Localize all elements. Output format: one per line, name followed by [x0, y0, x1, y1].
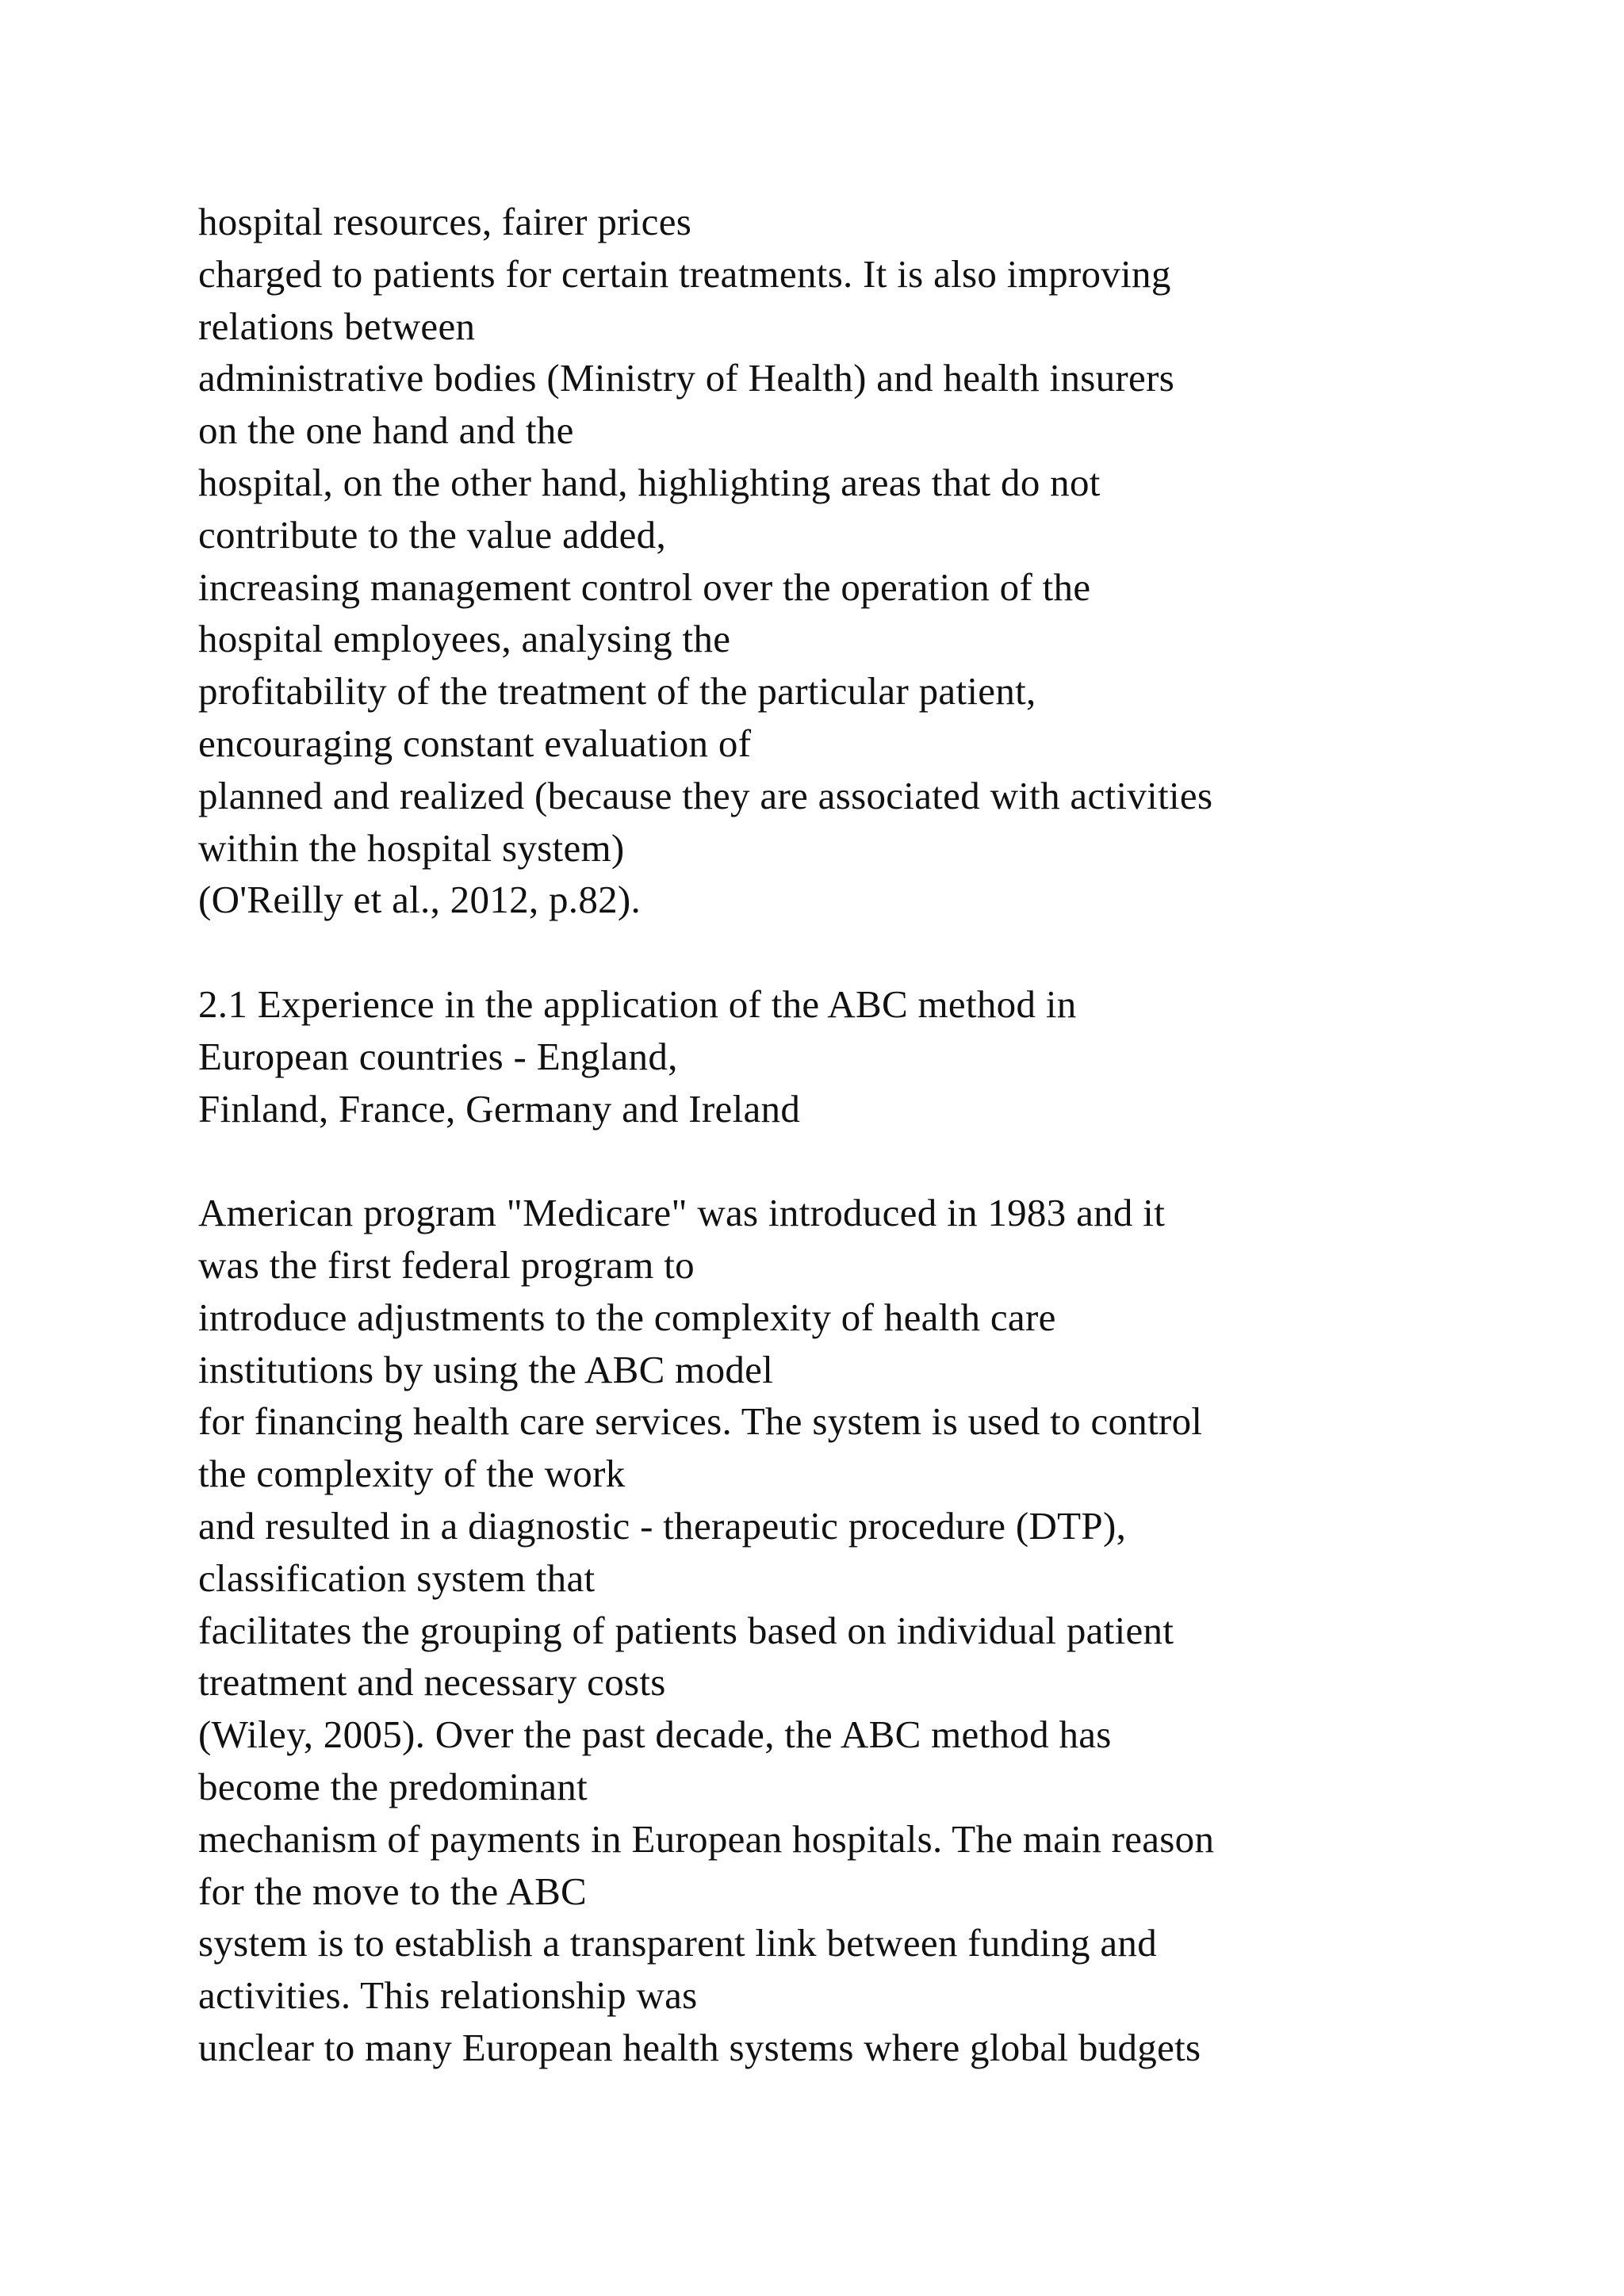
text-line: for financing health care services. The system is used to control	[198, 1399, 1203, 1444]
text-line: 2.1 Experience in the application of the ABC method in	[198, 982, 1077, 1026]
text-line: Finland, France, Germany and Ireland	[198, 1086, 801, 1131]
text-line: (Wiley, 2005). Over the past decade, the ABC method has	[198, 1712, 1112, 1757]
text-line: was the first federal program to	[198, 1242, 695, 1287]
text-line: and resulted in a diagnostic - therapeutic procedure (DTP),	[198, 1503, 1127, 1548]
text-line: institutions by using the ABC model	[198, 1347, 774, 1391]
text-line: the complexity of the work	[198, 1452, 626, 1496]
text-line: European countries - England,	[198, 1034, 678, 1078]
text-line: activities. This relationship was	[198, 1973, 698, 2018]
text-line: encouraging constant evaluation of	[198, 721, 752, 765]
text-line: (O'Reilly et al., 2012, p.82).	[198, 878, 642, 922]
text-line: hospital, on the other hand, highlighting areas that do not	[198, 460, 1101, 504]
text-line: administrative bodies (Ministry of Health) and health insurers	[198, 356, 1175, 400]
text-line: system is to establish a transparent link between funding and	[198, 1921, 1158, 1965]
text-line: American program "Medicare" was introduced in 1983 and it	[198, 1191, 1166, 1235]
blank-line	[198, 926, 1610, 978]
text-line: facilitates the grouping of patients based on individual patient	[198, 1608, 1174, 1652]
text-line: hospital employees, analysing the	[198, 617, 731, 661]
text-line: unclear to many European health systems where global budgets	[198, 2025, 1201, 2069]
text-line: profitability of the treatment of the particular patient,	[198, 669, 1036, 714]
text-line: mechanism of payments in European hospitals. The main reason	[198, 1816, 1215, 1861]
text-line: relations between	[198, 304, 476, 348]
text-line: within the hospital system)	[198, 825, 625, 870]
text-line: for the move to the ABC	[198, 1869, 588, 1913]
text-line: become the predominant	[198, 1764, 588, 1808]
text-line: introduce adjustments to the complexity of health care	[198, 1295, 1056, 1339]
text-line: treatment and necessary costs	[198, 1660, 666, 1705]
text-line: on the one hand and the	[198, 408, 574, 453]
document-body	[198, 196, 1610, 2074]
text-line: planned and realized (because they are associated with activities	[198, 773, 1213, 817]
text-line: increasing management control over the operation of the	[198, 564, 1091, 609]
text-line: classification system that	[198, 1556, 596, 1600]
blank-line	[198, 1135, 1610, 1187]
text-line: hospital resources, fairer prices	[198, 200, 692, 243]
text-line: charged to patients for certain treatments. It is also improving	[198, 251, 1171, 296]
text-line: contribute to the value added,	[198, 512, 666, 557]
